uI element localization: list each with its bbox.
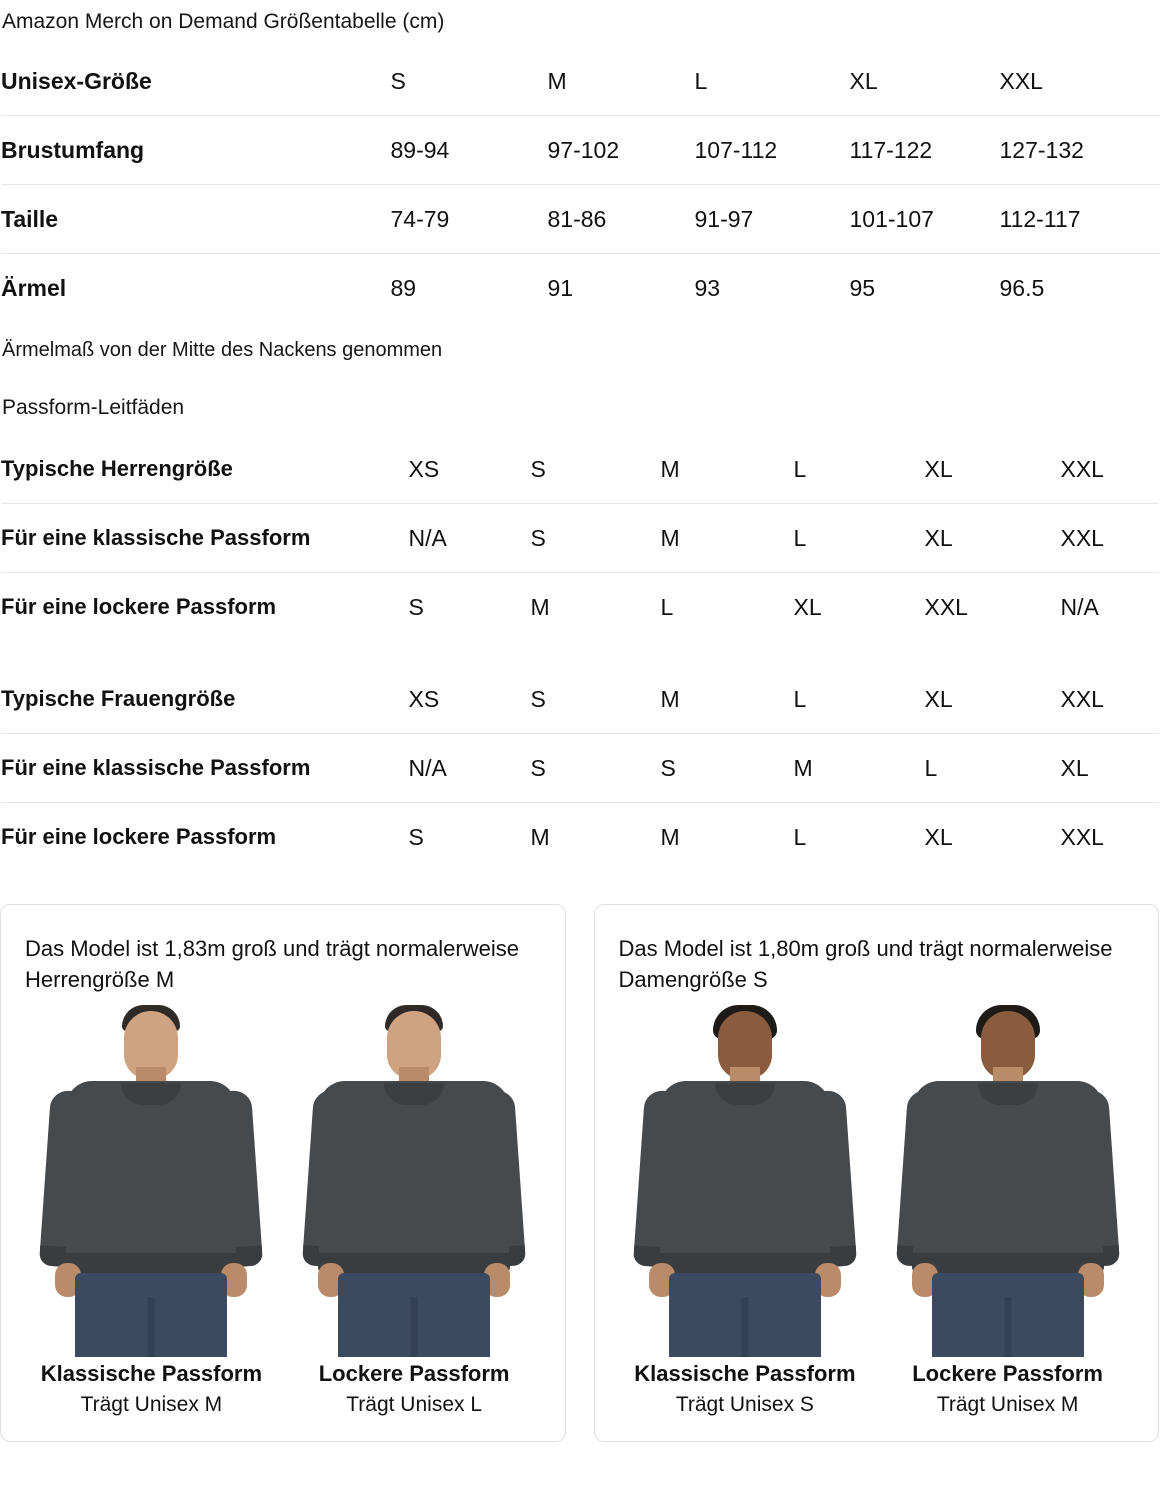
cell: 74-79	[391, 185, 548, 254]
garment-hem	[912, 1253, 1104, 1275]
figure-loose-fit-female	[881, 1005, 1134, 1431]
garment-body	[66, 1081, 236, 1277]
cell: XL	[925, 504, 1061, 573]
row-header: Ärmel	[1, 254, 391, 323]
sweatshirt-illustration-female-loose	[888, 1005, 1128, 1357]
jeans-shape	[75, 1273, 227, 1357]
table-row	[1, 803, 1160, 872]
cell: XXL	[1060, 685, 1104, 712]
size-guide-page	[0, 8, 1167, 1442]
row-header: Typische Herrengröße	[1, 456, 233, 481]
cell: 96.5	[1000, 254, 1161, 323]
womens-fit-table	[0, 664, 1160, 872]
table-row	[1, 435, 1160, 504]
garment-body	[660, 1081, 830, 1277]
figure-classic-fit-female	[619, 1005, 872, 1431]
cell: 95	[850, 254, 1000, 323]
cell: XL	[924, 685, 953, 712]
panel-title: Das Model ist 1,80m groß und trägt normalerweise Damengröße S	[618, 936, 1113, 992]
cell: XL	[1061, 734, 1160, 803]
figure-sublabel: Trägt Unisex S	[675, 1393, 814, 1416]
page-title: Amazon Merch on Demand Größentabelle (cm)	[2, 10, 445, 33]
cell: S	[409, 803, 531, 872]
cell: XXL	[999, 67, 1043, 94]
cell: 91	[548, 254, 695, 323]
row-header: Für eine klassische Passform	[1, 504, 409, 573]
row-header: Unisex-Größe	[1, 67, 152, 94]
row-header: Brustumfang	[1, 116, 391, 185]
table-row	[1, 185, 1161, 254]
cell: 93	[695, 254, 850, 323]
fit-guides-title: Passform-Leitfäden	[2, 396, 185, 419]
cell: XXL	[1060, 455, 1104, 482]
cell: XXL	[925, 573, 1061, 642]
cell: M	[660, 455, 680, 482]
table-row	[1, 573, 1160, 642]
cell: M	[660, 685, 680, 712]
cell: S	[531, 504, 661, 573]
cell: S	[531, 734, 661, 803]
row-header: Typische Frauengröße	[1, 686, 236, 711]
cell: XXL	[1061, 504, 1160, 573]
cell: XXL	[1061, 803, 1160, 872]
table-row	[1, 734, 1160, 803]
row-header: Für eine lockere Passform	[1, 573, 409, 642]
row-header: Taille	[1, 185, 391, 254]
size-chart-table	[0, 46, 1161, 323]
sleeve-measurement-note: Ärmelmaß von der Mitte des Nackens genommen	[2, 339, 443, 361]
cell: XL	[849, 67, 878, 94]
table-row	[1, 665, 1160, 734]
panel-title: Das Model ist 1,83m groß und trägt normalerweise Herrengröße M	[25, 936, 519, 992]
cell: L	[694, 67, 708, 94]
table-spacer	[0, 642, 1159, 664]
cell: S	[409, 573, 531, 642]
figure-group	[25, 1005, 541, 1431]
cell: M	[547, 67, 567, 94]
figure-label: Lockere Passform	[912, 1361, 1103, 1386]
cell: XL	[925, 803, 1061, 872]
cell: XS	[408, 685, 440, 712]
cell: N/A	[1061, 573, 1160, 642]
cell: XL	[794, 573, 925, 642]
figure-classic-fit-male	[25, 1005, 278, 1431]
cell: XS	[408, 455, 440, 482]
garment-hem	[318, 1253, 510, 1275]
cell: 112-117	[1000, 185, 1161, 254]
cell: 89	[391, 254, 548, 323]
model-panels	[0, 904, 1159, 1442]
cell: M	[794, 734, 925, 803]
table-row	[1, 504, 1160, 573]
cell: M	[661, 803, 794, 872]
figure-sublabel: Trägt Unisex L	[346, 1393, 483, 1416]
garment-hem	[659, 1253, 831, 1275]
cell: L	[793, 455, 807, 482]
cell: 89-94	[391, 116, 548, 185]
jeans-shape	[932, 1273, 1084, 1357]
cell: 107-112	[695, 116, 850, 185]
cell: 81-86	[548, 185, 695, 254]
cell: S	[661, 734, 794, 803]
sweatshirt-illustration-female-classic	[625, 1005, 865, 1357]
garment-hem	[65, 1253, 237, 1275]
womens-model-panel	[594, 904, 1160, 1442]
table-row	[1, 47, 1161, 116]
cell: S	[390, 67, 406, 94]
cell: 117-122	[850, 116, 1000, 185]
row-header: Für eine lockere Passform	[1, 803, 409, 872]
figure-sublabel: Trägt Unisex M	[936, 1393, 1079, 1416]
cell: 97-102	[548, 116, 695, 185]
cell: L	[793, 685, 807, 712]
cell: 101-107	[850, 185, 1000, 254]
cell: L	[794, 504, 925, 573]
cell: XL	[924, 455, 953, 482]
cell: M	[661, 504, 794, 573]
mens-model-panel	[0, 904, 566, 1442]
figure-group	[619, 1005, 1135, 1431]
figure-loose-fit-male	[288, 1005, 541, 1431]
cell: M	[531, 573, 661, 642]
cell: S	[530, 455, 546, 482]
sweatshirt-illustration-male-loose	[294, 1005, 534, 1357]
cell: M	[531, 803, 661, 872]
cell: L	[794, 803, 925, 872]
figure-label: Lockere Passform	[318, 1361, 510, 1386]
cell: S	[530, 685, 546, 712]
cell: N/A	[409, 504, 531, 573]
row-header: Für eine klassische Passform	[1, 734, 409, 803]
cell: L	[925, 734, 1061, 803]
figure-sublabel: Trägt Unisex M	[80, 1393, 223, 1416]
jeans-shape	[669, 1273, 821, 1357]
sweatshirt-illustration-male-classic	[31, 1005, 271, 1357]
cell: L	[661, 573, 794, 642]
mens-fit-table	[0, 434, 1160, 642]
cell: N/A	[409, 734, 531, 803]
cell: 91-97	[695, 185, 850, 254]
table-row	[1, 116, 1161, 185]
cell: 127-132	[1000, 116, 1161, 185]
figure-label: Klassische Passform	[634, 1361, 856, 1386]
jeans-shape	[338, 1273, 490, 1357]
figure-label: Klassische Passform	[40, 1361, 263, 1386]
table-row	[1, 254, 1161, 323]
